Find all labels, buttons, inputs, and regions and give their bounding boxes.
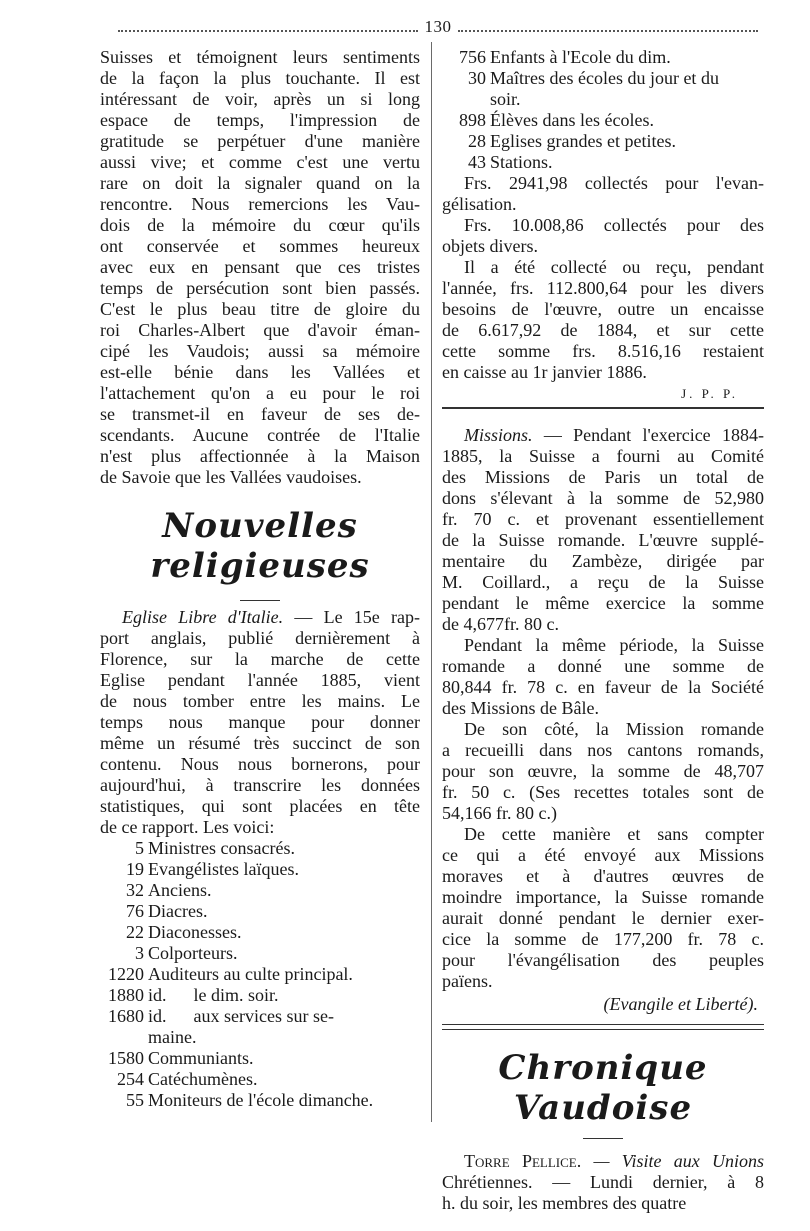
missions-line: dons s'élevant à la somme de 52,980 — [442, 488, 764, 508]
stat-row — [442, 131, 764, 152]
missions-line: pour l'évangélisation des peuples — [442, 950, 764, 970]
missions-line: de la Suisse romande. L'œuvre supplé- — [442, 530, 764, 550]
missions-line: M. Coillard., a reçu de la Suisse — [442, 572, 764, 592]
stat-number: 55 — [126, 1090, 144, 1110]
intro-line: C'est le plus beau titre de gloire du — [100, 299, 420, 319]
article-lead: Eglise Libre d'Italie. — [122, 607, 284, 627]
stat-number: 1680 — [108, 1006, 144, 1026]
stat-label: Maîtres des écoles du jour et du — [490, 68, 719, 88]
missions-line: moindre importance, la Suisse romande — [442, 887, 764, 907]
source-attribution: (Evangile et Liberté). — [603, 994, 758, 1014]
finance-line: gélisation. — [442, 194, 517, 214]
section-double-rule — [442, 1024, 764, 1030]
right-column — [442, 47, 764, 1214]
chronique-first-line — [442, 1151, 764, 1172]
intro-line: l'attachement qu'on a eu pour le roi — [100, 383, 420, 403]
stat-row — [100, 1069, 420, 1090]
stat-number: 756 — [459, 47, 486, 67]
article-line: statistiques, qui sont placées en tête — [100, 796, 420, 816]
finance-line: Il a été collecté ou reçu, pendant — [464, 257, 764, 277]
stat-row — [100, 1090, 420, 1111]
missions-first-line — [442, 425, 764, 446]
missions-line: Pendant la même période, la Suisse — [464, 635, 764, 655]
faded-bleed-text — [100, 586, 420, 596]
stat-label: id. le dim. soir. — [148, 985, 279, 1005]
intro-line: de la façon la plus touchante. Il est — [100, 68, 420, 88]
chronique-lead: — Visite aux Unions — [593, 1151, 764, 1171]
chronique-place: Torre Pellice. — [464, 1151, 582, 1171]
faded-bleed-text — [100, 488, 420, 506]
stat-row — [442, 152, 764, 173]
stat-label: Communiants. — [148, 1048, 254, 1068]
stat-row — [442, 68, 764, 89]
stat-label: Colporteurs. — [148, 943, 238, 963]
missions-lead: Missions. — [464, 425, 533, 445]
stat-row — [100, 859, 420, 880]
article-body — [100, 628, 420, 838]
stat-label: Diacres. — [148, 901, 208, 921]
stat-label: Eglises grandes et petites. — [490, 131, 676, 151]
stat-row — [442, 47, 764, 68]
article-line: temps nous manque pour donner — [100, 712, 420, 732]
missions-line: De cette manière et sans compter — [464, 824, 764, 844]
intro-line: intéressant de voir, après un si long — [100, 89, 420, 109]
stat-label: Diaconesses. — [148, 922, 242, 942]
missions-line: des Missions de Bâle. — [442, 698, 599, 718]
missions-line: fr. 50 c. (Ses recettes totales sont de — [442, 782, 764, 802]
missions-line: a recueilli dans nos cantons romands, — [442, 740, 764, 760]
stat-number: 1580 — [108, 1048, 144, 1068]
column-divider — [431, 42, 432, 1122]
finance-line: de 6.617,92 de 1884, et sur cette — [442, 320, 764, 340]
missions-line: pendant le même exercice la somme — [442, 593, 764, 613]
missions-line: 1885, la Suisse a fourni au Comité — [442, 446, 764, 466]
stat-label: Anciens. — [148, 880, 212, 900]
stat-row — [100, 985, 420, 1006]
intro-line: est-elle bénie dans les Vallées et — [100, 362, 420, 382]
missions-line: De son côté, la Mission romande — [464, 719, 764, 739]
stat-row — [100, 901, 420, 922]
intro-line: de Savoie que les Vallées vaudoises. — [100, 467, 362, 487]
stat-row — [100, 838, 420, 859]
stat-row — [442, 110, 764, 131]
missions-line: fr. 70 c. et provenant essentiellement — [442, 509, 764, 529]
stat-number: 28 — [468, 131, 486, 151]
stat-label: Catéchumènes. — [148, 1069, 258, 1089]
missions-body — [442, 446, 764, 992]
section-title-nouvelles-religieuses: Nouvelles religieuses — [150, 506, 370, 586]
statistics-list-continued — [442, 47, 764, 173]
statistics-list — [100, 838, 420, 1111]
chronique-line: Chrétiennes. — Lundi dernier, à 8 — [442, 1172, 764, 1192]
missions-line: aurait donné pendant le dernier exer- — [442, 908, 764, 928]
article-line: contenu. Nous nous bornerons, pour — [100, 754, 420, 774]
intro-line: aussi vive; et comme c'est une vertu — [100, 152, 420, 172]
article-line: Florence, sur la marche de cette — [100, 649, 420, 669]
finance-line: objets divers. — [442, 236, 538, 256]
stat-number: 19 — [126, 859, 144, 879]
missions-first-text: — Pendant l'exercice 1884- — [543, 425, 764, 445]
missions-line: de 4,677fr. 80 c. — [442, 614, 559, 634]
missions-line: 54,166 fr. 80 c.) — [442, 803, 557, 823]
stat-label: Stations. — [490, 152, 553, 172]
intro-line: roi Charles-Albert que d'avoir éman- — [100, 320, 420, 340]
finance-paragraph — [442, 173, 764, 383]
stat-number: 43 — [468, 152, 486, 172]
chronique-body — [442, 1172, 764, 1214]
chronique-line: h. du soir, les membres des quatre — [442, 1193, 687, 1213]
header-rule-right — [458, 30, 758, 32]
stat-number: 76 — [126, 901, 144, 921]
stat-row — [100, 943, 420, 964]
stat-number: 22 — [126, 922, 144, 942]
page-number: 130 — [424, 17, 452, 36]
stat-number: 254 — [117, 1069, 144, 1089]
stat-label: Evangélistes laïques. — [148, 859, 299, 879]
stat-number: 1220 — [108, 964, 144, 984]
stat-number: 3 — [135, 943, 144, 963]
stat-row — [100, 964, 420, 985]
stat-label: id. aux services sur se- — [148, 1006, 334, 1026]
intro-line: gratitude se perpétuer d'une manière — [100, 131, 420, 151]
article-first-text: — Le 15e rap- — [294, 607, 420, 627]
stat-label: Élèves dans les écoles. — [490, 110, 654, 130]
article-line: Eglise pendant l'année 1885, vient — [100, 670, 420, 690]
article-line: aujourd'hui, à transcrire les données — [100, 775, 420, 795]
missions-line: ce qui a été envoyé aux Missions — [442, 845, 764, 865]
section-short-rule-2 — [583, 1138, 623, 1139]
stat-label: Moniteurs de l'école dimanche. — [148, 1090, 374, 1110]
intro-line: dois de la mémoire du cœur qu'ils — [100, 215, 420, 235]
section-divider-rule — [442, 407, 764, 409]
stat-number: 1880 — [108, 985, 144, 1005]
stat-row — [100, 1006, 420, 1027]
stat-number: 30 — [468, 68, 486, 88]
article-line: de ce rapport. Les voici: — [100, 817, 275, 837]
stat-row: soir. — [490, 89, 521, 109]
intro-line: espace de temps, l'impression de — [100, 110, 420, 130]
finance-line: Frs. 2941,98 collectés pour l'evan- — [464, 173, 764, 193]
finance-line: l'année, frs. 112.800,64 pour les divers — [442, 278, 764, 298]
section-title-chronique-vaudoise: Chronique Vaudoise — [498, 1048, 708, 1128]
header-rule-left — [118, 30, 418, 32]
stat-number: 32 — [126, 880, 144, 900]
article-first-line — [100, 607, 420, 628]
missions-line: romande a donné une somme de — [442, 656, 764, 676]
stat-label: Auditeurs au culte principal. — [148, 964, 353, 984]
stat-number: 898 — [459, 110, 486, 130]
signature: J. P. P. — [681, 386, 738, 401]
article-line: de nous tomber entre les mains. Le — [100, 691, 420, 711]
intro-line: temps de persécution sont bien passés. — [100, 278, 420, 298]
intro-line: rencontre. Nous remercions les Vau- — [100, 194, 420, 214]
missions-line: 80,844 fr. 78 c. en faveur de la Société — [442, 677, 764, 697]
stat-label: Enfants à l'Ecole du dim. — [490, 47, 671, 67]
intro-line: n'est plus affectionnée à la Maison — [100, 446, 420, 466]
missions-line: pour son œuvre, la somme de 48,707 — [442, 761, 764, 781]
finance-line: besoins de l'œuvre, outre un encaisse — [442, 299, 764, 319]
missions-line: païens. — [442, 971, 493, 991]
intro-line: rare on doit la signaler quand on la — [100, 173, 420, 193]
intro-line: cipé les Vaudois; aussi sa mémoire — [100, 341, 420, 361]
missions-line: cice la somme de 177,200 fr. 78 c. — [442, 929, 764, 949]
missions-line: des Missions de Paris un total de — [442, 467, 764, 487]
intro-line: ont conservée et sommes heureux — [100, 236, 420, 256]
stat-label: Ministres consacrés. — [148, 838, 295, 858]
stat-number: 5 — [135, 838, 144, 858]
left-column — [100, 47, 420, 1111]
intro-line: avec eux en pensant que ces tristes — [100, 257, 420, 277]
intro-line: se transmet-il en faveur de ses de- — [100, 404, 420, 424]
intro-line: scendants. Aucune contrée de l'Italie — [100, 425, 420, 445]
section-short-rule — [240, 600, 280, 601]
missions-line: moraves et à d'autres œuvres de — [442, 866, 764, 886]
stat-row: maine. — [148, 1027, 197, 1047]
stat-row — [100, 922, 420, 943]
stat-row — [100, 1048, 420, 1069]
finance-line: Frs. 10.008,86 collectés pour des — [464, 215, 764, 235]
intro-line: Suisses et témoignent leurs sentiments — [100, 47, 420, 67]
article-line: même un résumé très succinct de son — [100, 733, 420, 753]
intro-paragraph — [100, 47, 420, 488]
missions-line: mentaire du Zambèze, dirigée par — [442, 551, 764, 571]
stat-row — [100, 880, 420, 901]
article-line: port anglais, publié dernièrement à — [100, 628, 420, 648]
finance-line: en caisse au 1r janvier 1886. — [442, 362, 647, 382]
finance-line: cette somme frs. 8.516,16 restaient — [442, 341, 764, 361]
